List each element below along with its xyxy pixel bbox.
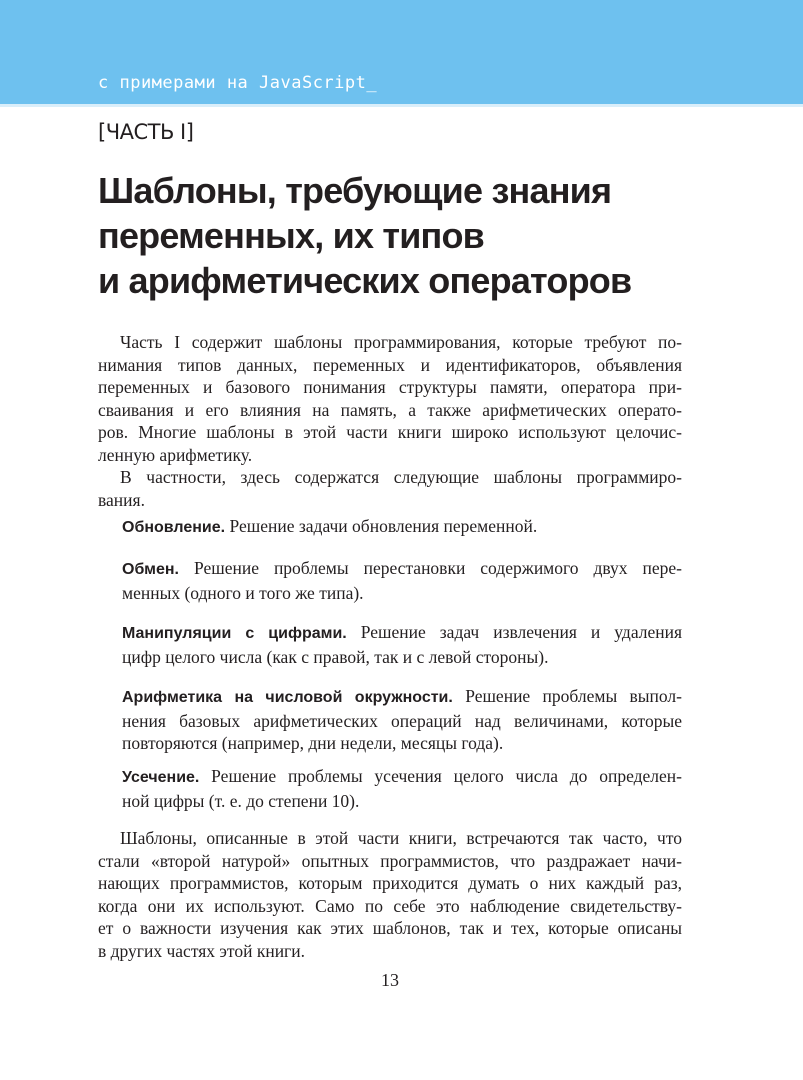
- text-line: В частности, здесь содержатся следующие шаблоны программиро-: [120, 467, 682, 487]
- text-line: [122, 557, 682, 582]
- pattern-item-update: [122, 515, 682, 540]
- chapter-title-line: и арифметических операторов: [98, 260, 632, 301]
- part-label: [ЧАСТЬ I]: [98, 120, 194, 144]
- text-line: стали «второй натурой» опытных программистов, что раздражает начи-: [98, 850, 682, 871]
- text-line: повторяются (например, дни недели, месяцы года).: [122, 733, 504, 753]
- text-line: нимания типов данных, переменных и идентификаторов, объявления: [98, 354, 682, 375]
- text-line: Шаблоны, описанные в этой части книги, встречаются так часто, что: [120, 828, 682, 848]
- text-line: цифр целого числа (как с правой, так и с левой стороны).: [122, 646, 549, 667]
- pattern-item-truncation: [122, 765, 682, 812]
- text-line: в других частях этой книги.: [98, 940, 305, 961]
- text-line: нения базовых арифметических операций над величинами, которые: [122, 710, 682, 731]
- text-line: [122, 515, 682, 540]
- item-description: Решение задач извлечения и удаления: [360, 622, 683, 642]
- text-line: менных (одного и того же типа).: [122, 582, 364, 603]
- item-description: Решение проблемы усечения целого числа до определен-: [211, 766, 682, 786]
- text-line: когда они их используют. Само по себе это наблюдение свидетельству-: [98, 895, 682, 916]
- item-description: Решение проблемы выпол-: [465, 686, 682, 706]
- text-line: переменных и базового понимания структуры памяти, оператора при-: [98, 377, 682, 397]
- pattern-item-swap: [122, 557, 682, 604]
- pattern-item-circular-arithmetic: [122, 685, 682, 755]
- page-number: 13: [381, 970, 399, 990]
- outro-paragraph: [98, 827, 682, 962]
- text-line: ной цифры (т. е. до степени 10).: [122, 790, 360, 811]
- text-line: [122, 765, 682, 790]
- text-line: нающих программистов, которым приходится думать о них каждый раз,: [98, 873, 682, 893]
- item-term: Манипуляции с цифрами.: [122, 625, 347, 642]
- text-line: [122, 685, 682, 710]
- item-description: Решение проблемы перестановки содержимого двух пере-: [193, 558, 683, 578]
- pattern-item-digit-manipulation: [122, 621, 682, 668]
- item-term: Обмен.: [122, 561, 179, 578]
- chapter-title-line: Шаблоны, требующие знания: [98, 170, 612, 211]
- text-line: ленную арифметику.: [98, 444, 253, 465]
- chapter-title: [98, 168, 718, 303]
- item-description: Решение задачи обновления переменной.: [229, 516, 538, 536]
- item-term: Арифметика на числовой окружности.: [122, 689, 453, 706]
- text-line: Часть I содержит шаблоны программирования, которые требуют по-: [120, 332, 682, 352]
- text-line: ров. Многие шаблоны в этой части книги широко используют целочис-: [98, 422, 682, 442]
- running-title: с примерами на JavaScript_: [98, 73, 378, 93]
- item-term: Обновление.: [122, 519, 226, 536]
- intro-paragraphs: [98, 331, 682, 511]
- text-line: сваивания и его влияния на память, а также арифметических операто-: [98, 399, 682, 420]
- text-line: ет о важности изучения как этих шаблонов, так и тех, которые описаны: [98, 918, 682, 938]
- text-line: вания.: [98, 489, 145, 510]
- item-term: Усечение.: [122, 769, 200, 786]
- header-band: [0, 0, 803, 107]
- text-line: [122, 621, 682, 646]
- chapter-title-line: переменных, их типов: [98, 215, 484, 256]
